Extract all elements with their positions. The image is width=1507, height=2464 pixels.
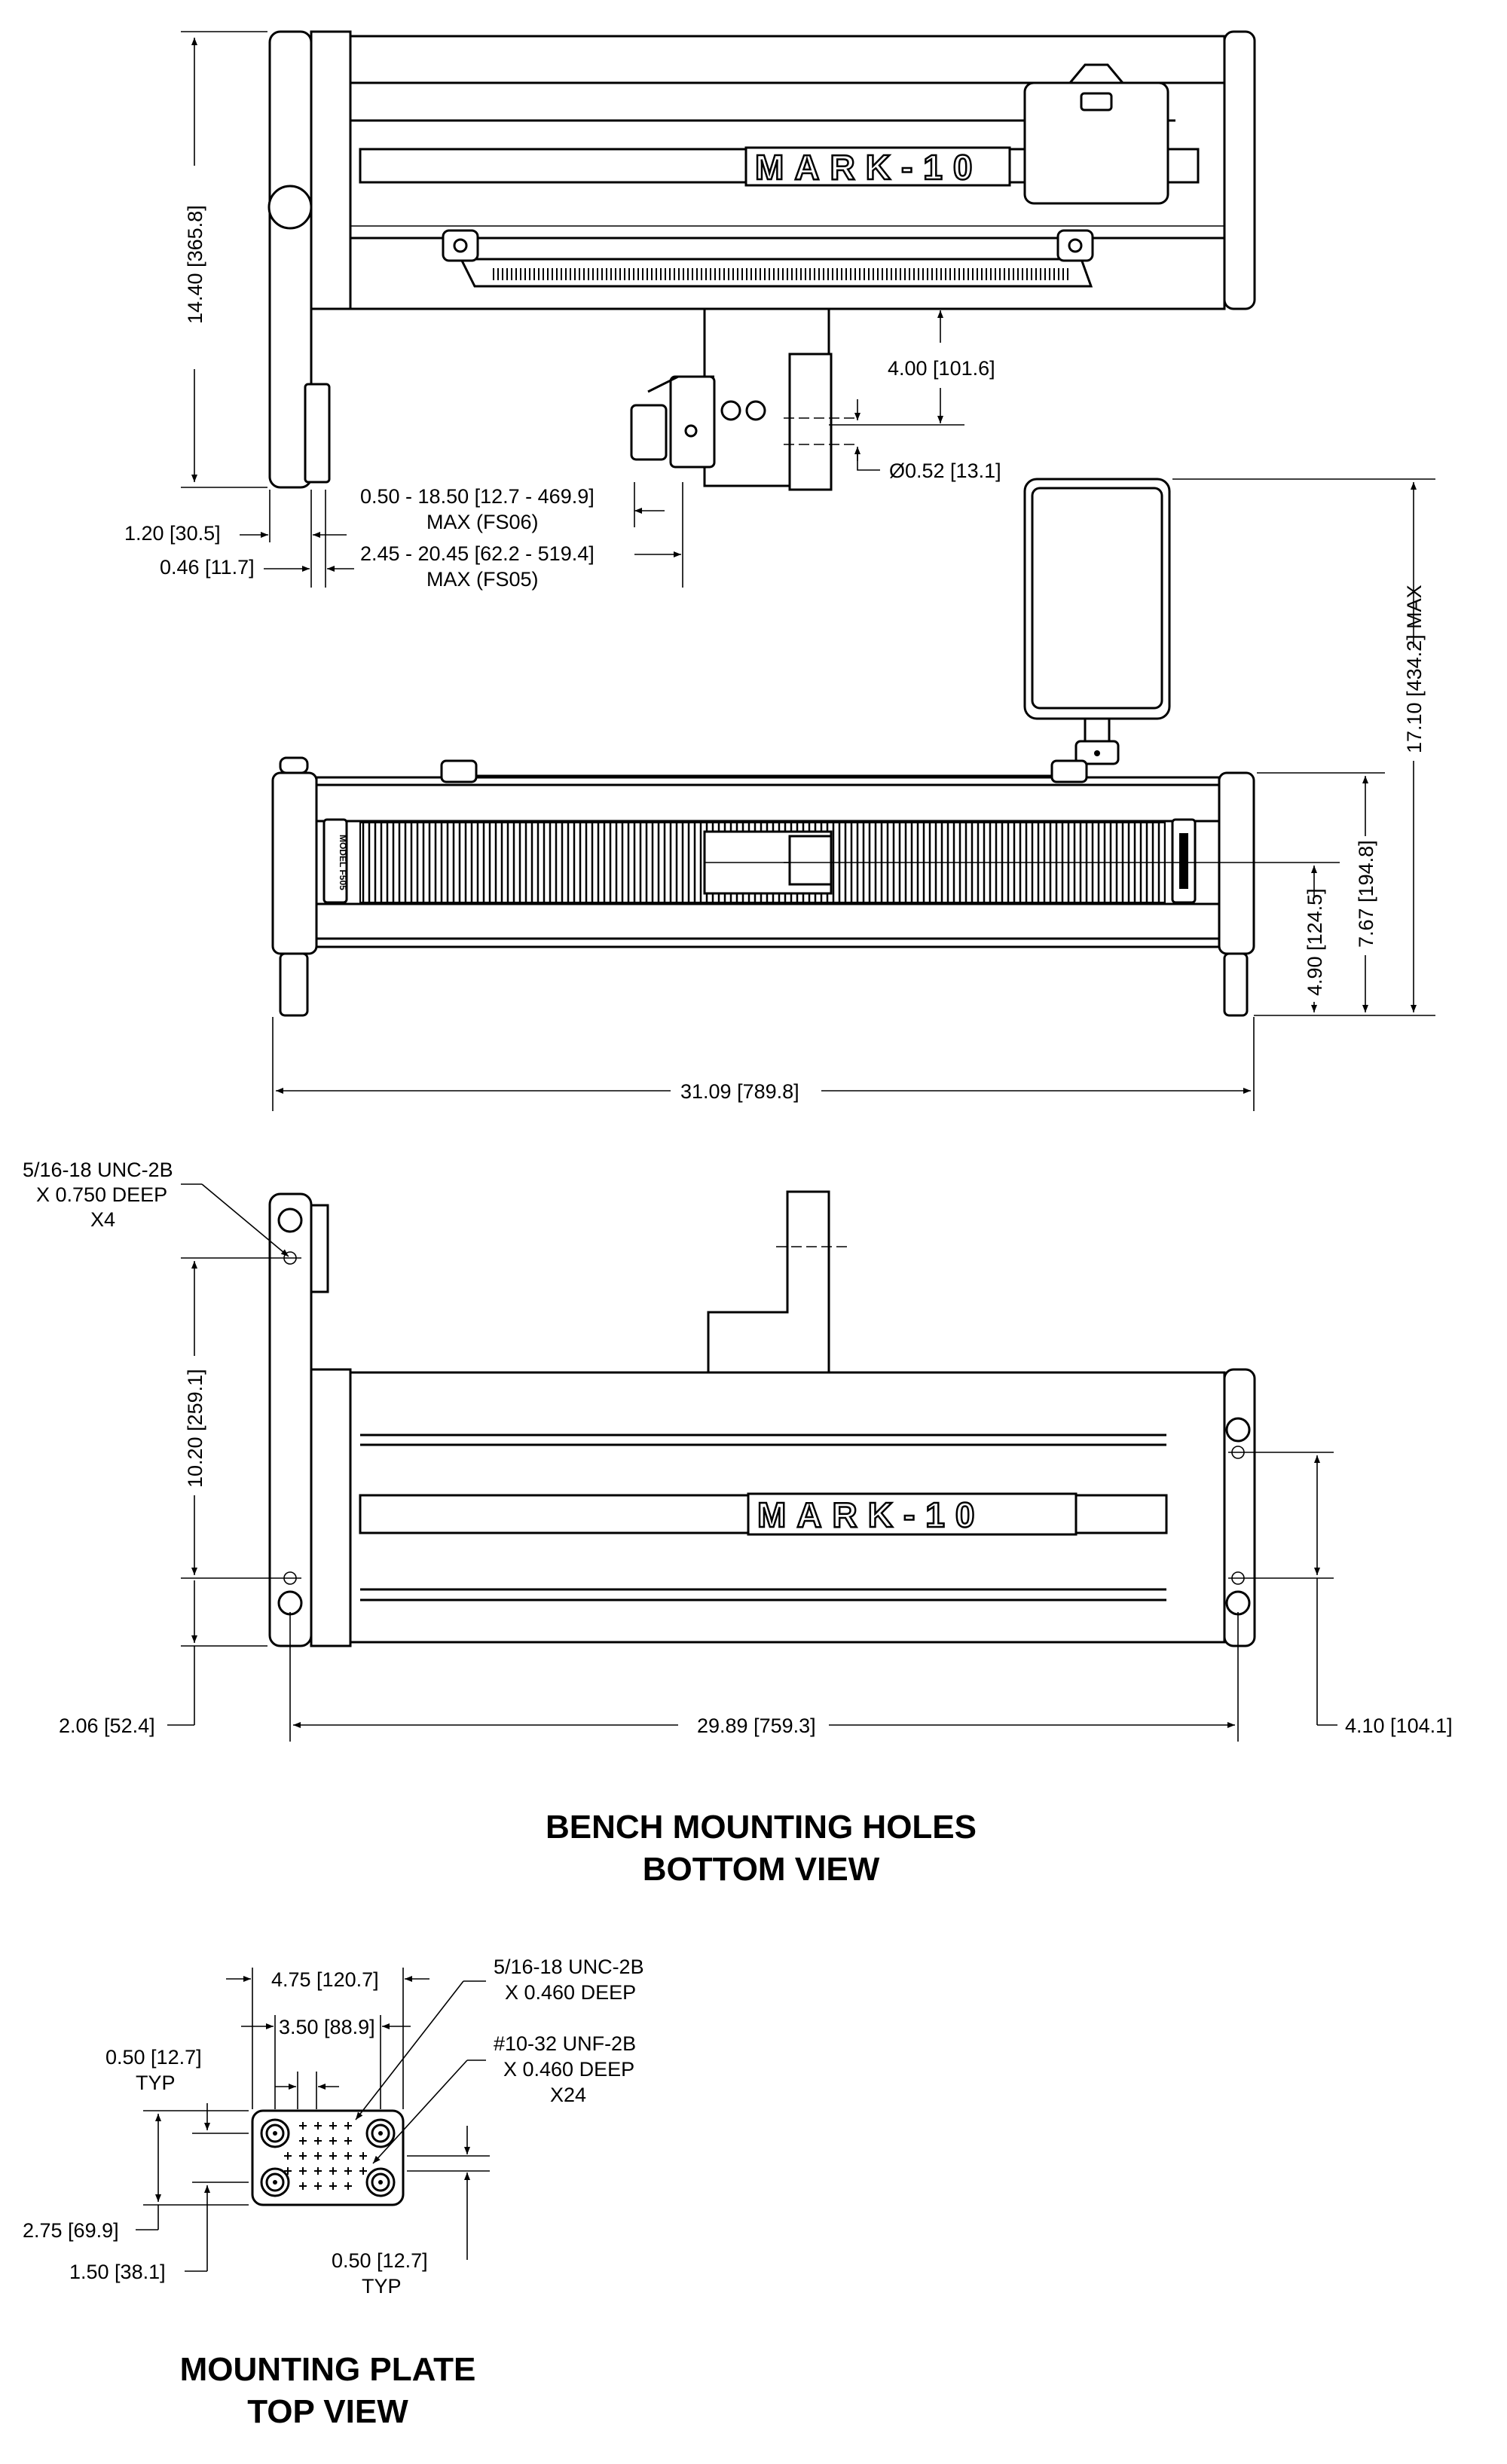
dim-overall-height: 17.10 [434.2] MAX	[1403, 585, 1426, 753]
bottom-view-title-line1: BENCH MOUNTING HOLES	[546, 1809, 977, 1846]
bottom-view-title-line2: BOTTOM VIEW	[642, 1851, 880, 1888]
dim-right-spacing: 4.10 [104.1]	[1345, 1714, 1453, 1737]
plate-large-hole-line2: X 0.460 DEEP	[505, 1981, 637, 2004]
bottom-frame	[270, 1192, 1255, 1646]
dim-height-side: 14.40 [365.8]	[184, 205, 206, 324]
mounting-plate	[252, 2111, 403, 2205]
dim-plate-width-inner: 3.50 [88.9]	[279, 2016, 375, 2038]
bottom-view	[23, 1159, 1453, 1888]
side-knob	[269, 186, 311, 228]
dim-stroke-fs05-note: MAX (FS05)	[426, 568, 539, 591]
dim-hole-span: 29.89 [759.3]	[697, 1714, 816, 1737]
dim-plate-height-inner: 1.50 [38.1]	[69, 2261, 166, 2283]
dim-overall-length: 31.09 [789.8]	[680, 1080, 799, 1103]
side-logo-plate	[746, 148, 1010, 187]
dim-left-edge: 2.06 [52.4]	[59, 1714, 155, 1737]
plate-view-title-line1: MOUNTING PLATE	[179, 2351, 476, 2388]
dim-plate-height-outer: 2.75 [69.9]	[23, 2219, 119, 2242]
dim-plate-width: 1.20 [30.5]	[124, 522, 221, 545]
plate-small-hole-line3: X24	[550, 2084, 587, 2106]
bottom-callout-line3: X4	[90, 1208, 116, 1231]
plate-view-title-line2: TOP VIEW	[247, 2393, 408, 2430]
dim-plate-width-outer: 4.75 [120.7]	[271, 1968, 379, 1991]
side-carriage	[631, 309, 859, 490]
side-logo-text: MARK-10	[755, 148, 983, 187]
dim-body-height: 7.67 [194.8]	[1355, 840, 1377, 948]
dim-plate-edge-left-note: TYP	[136, 2072, 176, 2094]
dim-plate-inset: 0.46 [11.7]	[160, 556, 255, 579]
bottom-callout-line1: 5/16-18 UNC-2B	[23, 1159, 173, 1181]
dim-axis-height: 4.90 [124.5]	[1304, 888, 1326, 996]
plate-view	[23, 1956, 644, 2430]
dim-stroke-fs06-note: MAX (FS06)	[426, 511, 539, 533]
dim-plate-edge-bottom-note: TYP	[362, 2275, 402, 2298]
dim-stroke-fs06: 0.50 - 18.50 [12.7 - 469.9]	[360, 485, 595, 508]
dim-stroke-fs05: 2.45 - 20.45 [62.2 - 519.4]	[360, 542, 595, 565]
dim-plate-edge-left: 0.50 [12.7]	[105, 2046, 202, 2069]
plate-small-hole-line1: #10-32 UNF-2B	[494, 2032, 637, 2055]
front-display	[1025, 479, 1169, 764]
dim-diameter: Ø0.52 [13.1]	[889, 460, 1001, 482]
dim-plate-edge-bottom: 0.50 [12.7]	[332, 2249, 428, 2272]
side-gauge-head	[1025, 65, 1168, 203]
plate-large-hole-line1: 5/16-18 UNC-2B	[494, 1956, 644, 1978]
bottom-callout-line2: X 0.750 DEEP	[36, 1183, 168, 1206]
front-frame	[273, 758, 1254, 1015]
dim-offset: 4.00 [101.6]	[888, 357, 995, 380]
model-label-text: MODEL F505	[338, 835, 348, 890]
dim-left-spacing: 10.20 [259.1]	[184, 1369, 206, 1488]
bottom-logo-text: MARK-10	[757, 1495, 986, 1534]
front-model-label	[324, 820, 348, 902]
plate-small-hole-line2: X 0.460 DEEP	[503, 2058, 635, 2081]
bottom-logo-plate	[748, 1494, 1076, 1534]
